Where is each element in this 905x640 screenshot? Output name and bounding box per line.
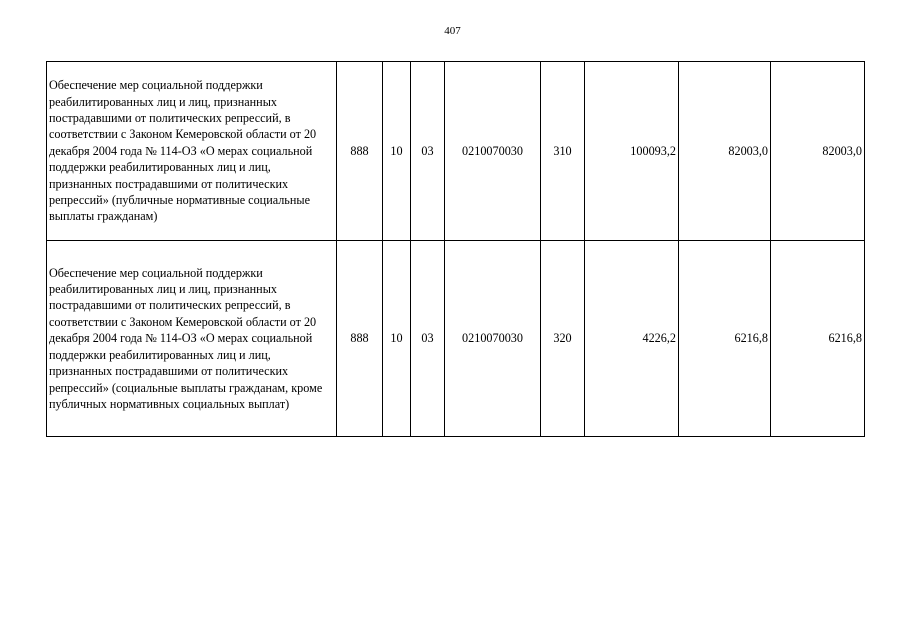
ministry-code: 888 [337, 62, 383, 241]
expense-type-code: 320 [541, 241, 585, 437]
amount-year-3: 82003,0 [771, 62, 865, 241]
amount-year-1: 100093,2 [585, 62, 679, 241]
amount-year-3: 6216,8 [771, 241, 865, 437]
section-code: 10 [383, 241, 411, 437]
amount-year-1: 4226,2 [585, 241, 679, 437]
ministry-code: 888 [337, 241, 383, 437]
table-row [47, 62, 865, 241]
target-article-code: 0210070030 [445, 62, 541, 241]
target-article-code: 0210070030 [445, 241, 541, 437]
amount-year-2: 6216,8 [679, 241, 771, 437]
subsection-code: 03 [411, 62, 445, 241]
expense-type-code: 310 [541, 62, 585, 241]
page-number: 407 [444, 25, 461, 37]
budget-table [46, 61, 865, 437]
amount-year-2: 82003,0 [679, 62, 771, 241]
table-row [47, 241, 865, 437]
row-description: Обеспечение мер социальной поддержки реабилитированных лиц и лиц, признанных пострадавшими от политических репрессий, в соответствии с Законом Кемеровской области от 20 декабря 2004 года № 114-ОЗ «О мерах социальной поддержки реабилитированных лиц и лиц, признанных пострадавшими от политических репрессий» (социальные выплаты гражданам, кроме публичных нормативных социальных выплат) [47, 241, 337, 437]
row-description: Обеспечение мер социальной поддержки реабилитированных лиц и лиц, признанных пострадавшими от политических репрессий, в соответствии с Законом Кемеровской области от 20 декабря 2004 года № 114-ОЗ «О мерах социальной поддержки реабилитированных лиц и лиц, признанных пострадавшими от политических репрессий» (публичные нормативные социальные выплаты гражданам) [47, 62, 337, 241]
section-code: 10 [383, 62, 411, 241]
subsection-code: 03 [411, 241, 445, 437]
